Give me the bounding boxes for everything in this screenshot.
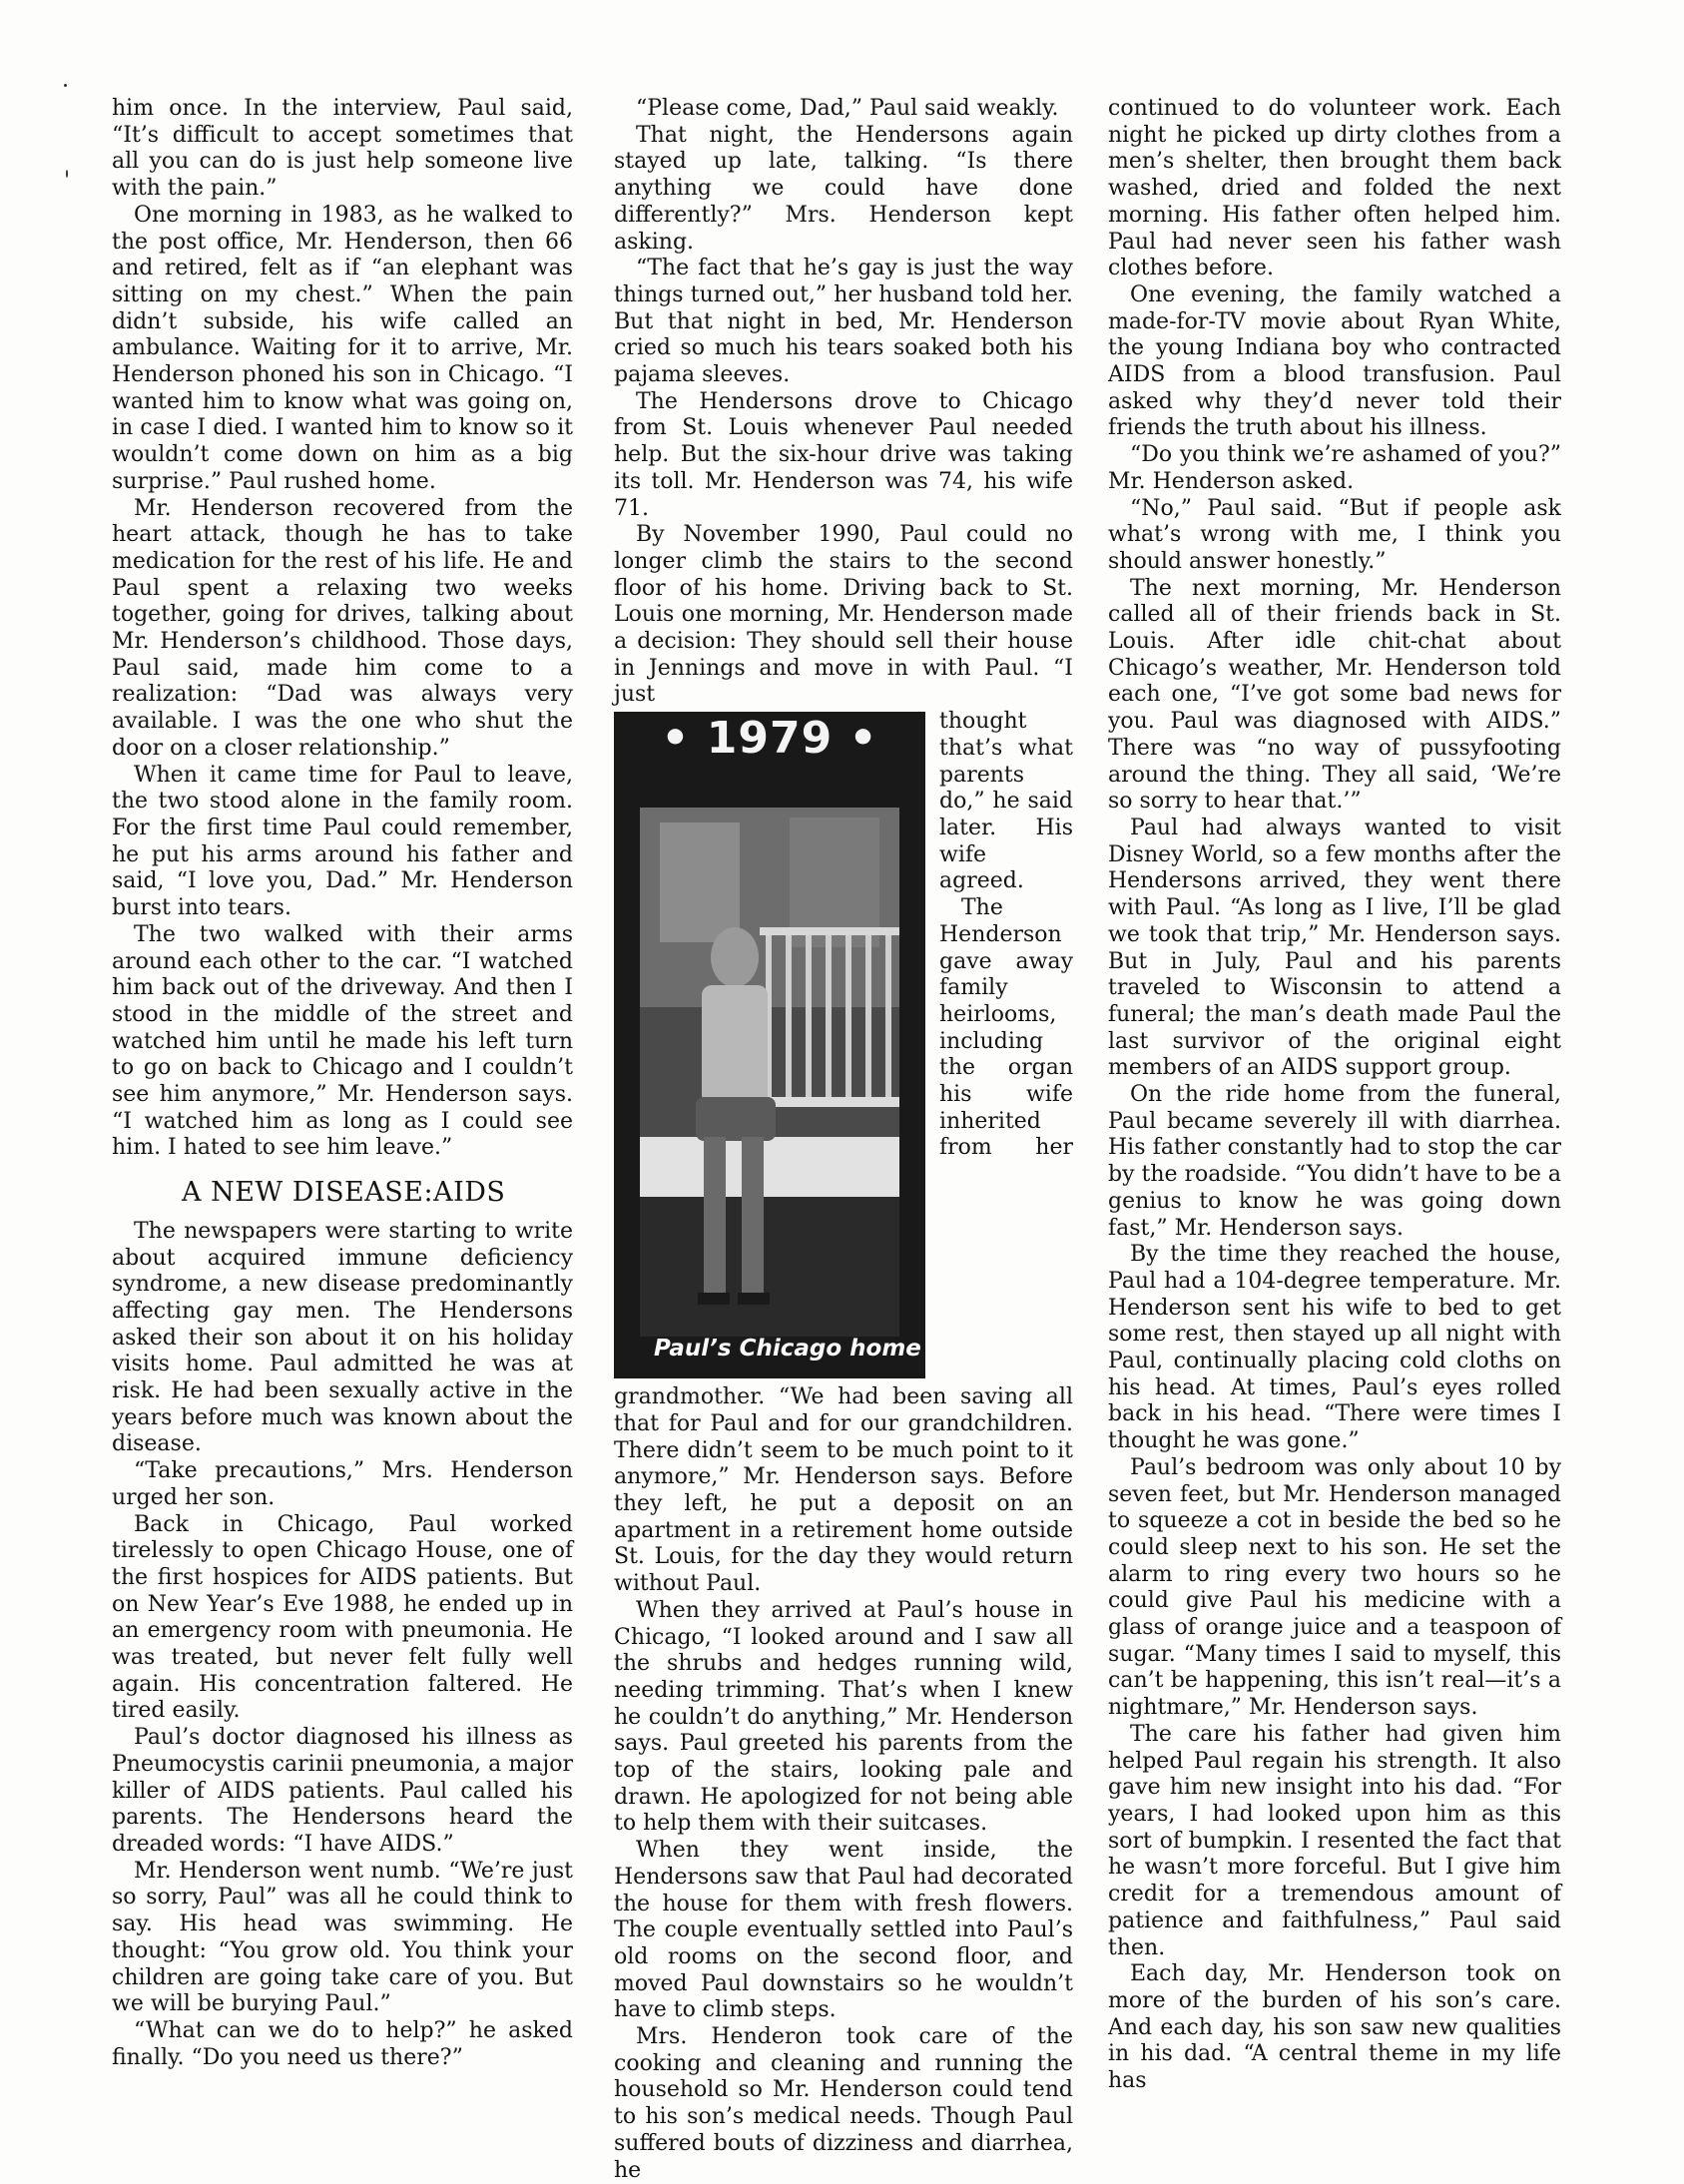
photo-box [614,712,925,1378]
paragraph: him once. In the interview, Paul said, “It’s difficult to accept sometimes that all you can do is just help someone live with the pain.” [112,96,573,202]
section-heading: A NEW DISEASE:AIDS [182,1177,506,1209]
paragraph: Paul’s bedroom was only about 10 by seven feet, but Mr. Henderson managed to squeeze a cot in beside the bed so he could sleep next to his son. He set the alarm to ring every two hours so he could give Paul his medicine with a glass of orange juice and a teaspoon of sugar. “Many times I said to myself, this can’t be happening, this isn’t real—it’s a nightmare,” Mr. Henderson says. [1108,1454,1561,1721]
paragraph: Back in Chicago, Paul worked tirelessly to open Chicago House, one of the first hospices for AIDS patients. But on New Year’s Eve 1988, he ended up in an emergency room with pneumonia. He was treated, but never felt fully well again. His concentration faltered. He tired easily. [112,1511,573,1724]
paragraph: “The fact that he’s gay is just the way things turned out,” her husband told her. But that night in bed, Mr. Henderson cried so much his tears soaked both his pajama sleeves. [614,256,1073,388]
paragraph: The Henderson gave away family heirlooms, including the organ his wife inherited from her grandmother. “We had been saving all that for Paul and for our grandchildren. There didn’t seem to be much point to it anymore,” Mr. Henderson says. Before they left, he put a deposit on an apartment in a retirement home outside St. Louis, for the day they would return without Paul. [614,895,1073,1597]
paragraph: “Take precautions,” Mrs. Henderson urged her son. [112,1458,573,1510]
paragraph: The newspapers were starting to write about acquired immune deficiency syndrome, a new disease predominantly affecting gay men. The Hendersons asked their son about it on his holiday visits home. Paul admitted he was at risk. He had been sexually active in the years before much was known about the disease. [112,1218,573,1457]
paragraph: thought that’s what parents do,” he said later. His wife agreed. [939,709,1073,894]
paragraph: That night, the Hendersons again stayed up late, talking. “Is there anything we could have done differently?” Mrs. Henderson kept asking. [614,122,1073,255]
paragraph: When it came time for Paul to leave, the two stood alone in the family room. For the first time Paul could remember, he put his arms around his father and said, “I love you, Dad.” Mr. Henderson burst into tears. [112,762,573,921]
paragraph: When they arrived at Paul’s house in Chicago, “I looked around and I saw all the shrubs and hedges running wild, needing trimming. That’s when I knew he couldn’t do anything,” Mr. Henderson says. Paul greeted his parents from the top of the stairs, looking pale and drawn. He apologized for not being able to help them with their suitcases. [614,1597,1073,1837]
photo-caption: Paul’s Chicago home [654,1336,921,1363]
paragraph: The next morning, Mr. Henderson called all of their friends back in St. Louis. After idle chit-chat about Chicago’s weather, Mr. Henderson told each one, “I’ve got some bad news for you. Paul was diagnosed with AIDS.” There was “no way of pussyfooting around the thing. They all said, ‘We’re so sorry to hear that.’” [1108,575,1561,815]
paragraph: Each day, Mr. Henderson took on more of the burden of his son’s care. And each day, his son saw new qualities in his dad. “A central theme in my life has [1108,1961,1561,2094]
paragraph: “What can we do to help?” he asked finally. “Do you need us there?” [112,2017,573,2070]
photo-year-label: • 1979 • [661,713,878,765]
paragraph: Mr. Henderson recovered from the heart attack, though he has to take medication for the rest of his life. He and Paul spent a relaxing two weeks together, going for drives, talking about Mr. Henderson’s childhood. Those days, Paul said, made him come to a realization: “Dad was always very available. I was the one who shut the door on a closer relationship.” [112,495,573,761]
paragraph: By the time they reached the house, Paul had a 104-degree temperature. Mr. Henderson sent his wife to bed to get some rest, then stayed up all night with Paul, continually placing cold cloths on his head. At times, Paul’s eyes rolled back in his head. “There were times I thought he was gone.” [1108,1242,1561,1454]
porch-photo [640,808,899,1337]
paragraph: Paul had always wanted to visit Disney World, so a few months after the Hendersons arrived, they went there with Paul. “As long as I live, I’ll be glad we took that trip,” Mr. Henderson says. But in July, Paul and his parents traveled to Wisconsin to attend a funeral; the man’s death made Paul the last survivor of the original eight members of an AIDS support group. [1108,815,1561,1081]
paragraph: By November 1990, Paul could no longer climb the stairs to the second floor of his home. Driving back to St. Louis one morning, Mr. Henderson made a decision: They should sell their house in Jennings and move in with Paul. “I just [614,522,1073,708]
paragraph: “Please come, Dad,” Paul said weakly. [636,96,1059,121]
paragraph: Mrs. Henderon took care of the cooking and cleaning and running the household so Mr. Henderson could tend to his son’s medical needs. Though Paul suffered bouts of dizziness and diarrhea, he [614,2024,1073,2183]
paragraph: One morning in 1983, as he walked to the post office, Mr. Henderson, then 66 and retired, felt as if “an elephant was sitting on my chest.” When the pain didn’t subside, his wife called an ambulance. Waiting for it to arrive, Mr. Henderson phoned his son in Chicago. “I wanted him to know what was going on, in case I died. I wanted him to know so it wouldn’t come down on him as a big surprise.” Paul rushed home. [112,202,573,494]
paragraph: Mr. Henderson went numb. “We’re just so sorry, Paul” was all he could think to say. His head was swimming. He thought: “You grow old. You think your children are going take care of you. But we will be burying Paul.” [112,1858,573,2017]
paragraph: One evening, the family watched a made-for-TV movie about Ryan White, the young Indiana boy who contracted AIDS from a blood transfusion. Paul asked why they’d never told their friends the truth about his illness. [1108,281,1561,441]
article-column-2 [614,96,1073,2184]
paragraph: continued to do volunteer work. Each night he picked up dirty clothes from a men’s shelter, then brought them back washed, dried and folded the next morning. His father often helped him. Paul had never seen his father wash clothes before. [1108,96,1561,281]
paragraph: The Hendersons drove to Chicago from St. Louis whenever Paul needed help. But the six-hour drive was taking its toll. Mr. Henderson was 74, his wife 71. [614,388,1073,521]
article-column-1 [112,96,573,2071]
paragraph: The care his father had given him helped Paul regain his strength. It also gave him new insight into his dad. “For years, I had looked upon him as this sort of bumpkin. I resented the fact that he wasn’t more forceful. But I give him credit for a tremendous amount of patience and faithfulness,” Paul said then. [1108,1721,1561,1960]
paragraph: “Do you think we’re ashamed of you?” Mr. Henderson asked. [1108,442,1561,494]
paragraph: When they went inside, the Hendersons saw that Paul had decorated the house for them with fresh flowers. The couple eventually settled into Paul’s old rooms on the second floor, and moved Paul downstairs so he wouldn’t have to climb steps. [614,1838,1073,2023]
paragraph: Paul’s doctor diagnosed his illness as Pneumocystis carinii pneumonia, a major killer of AIDS patients. Paul called his parents. The Hendersons heard the dreaded words: “I have AIDS.” [112,1725,573,1857]
paragraph: “No,” Paul said. “But if people ask what’s wrong with me, I think you should answer honestly.” [1108,495,1561,574]
paragraph: The two walked with their arms around each other to the car. “I watched him back out of the driveway. And then I stood in the middle of the street and watched him until he made his left turn to go on back to Chicago and I couldn’t see him anymore,” Mr. Henderson says. “I watched him as long as I could see him. I hated to see him leave.” [112,921,573,1161]
article-column-3 [1108,96,1561,2095]
paragraph: On the ride home from the funeral, Paul became severely ill with diarrhea. His father constantly had to stop the car by the roadside. “You didn’t have to be a genius to know he was going down fast,” Mr. Henderson says. [1108,1082,1561,1241]
